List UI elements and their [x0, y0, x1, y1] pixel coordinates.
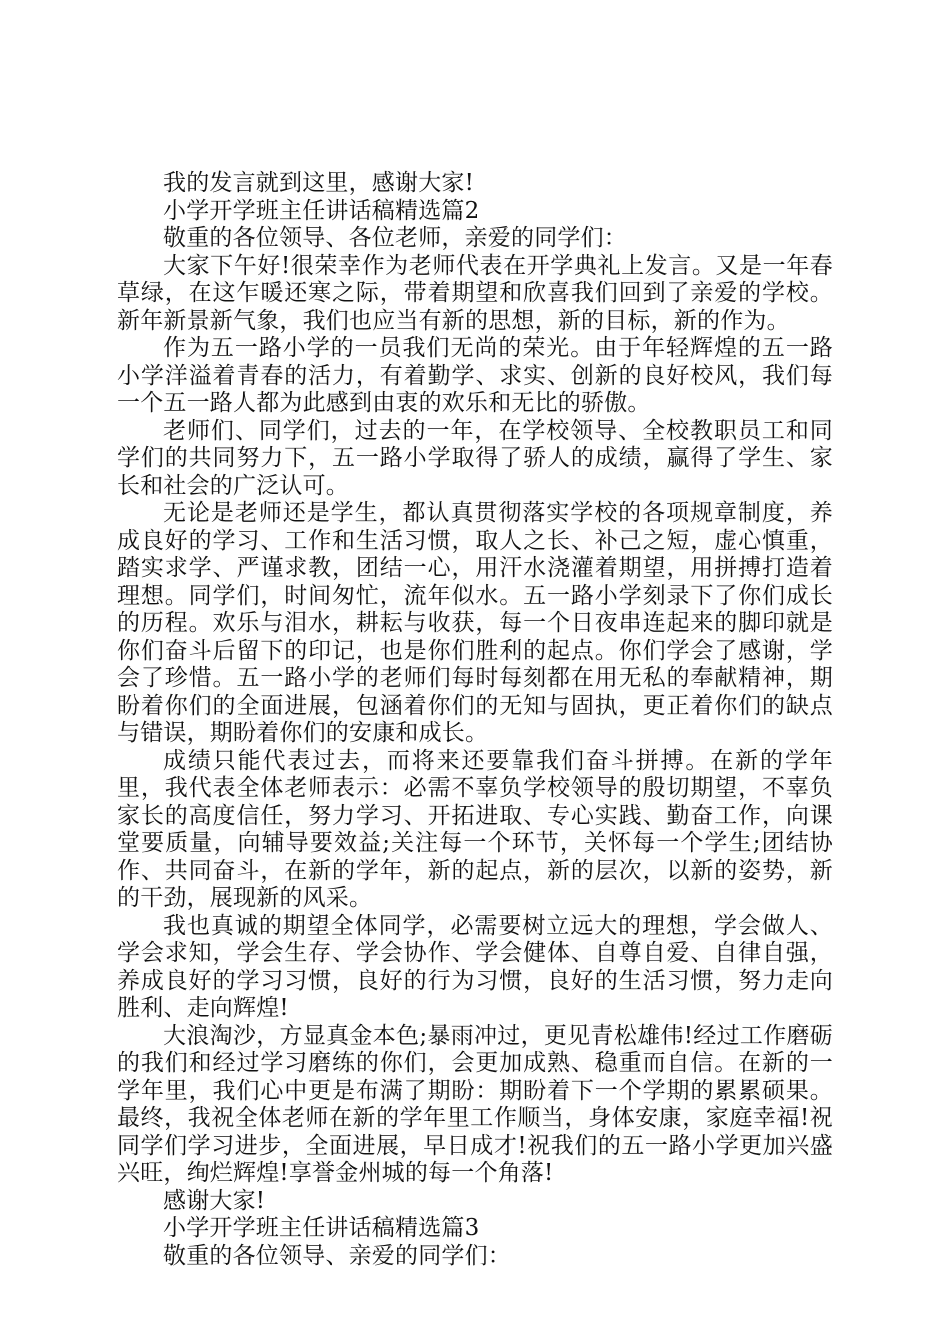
thanks-line: 感谢大家! [163, 1187, 266, 1214]
document-body [117, 170, 833, 1270]
paragraph: 大家下午好!很荣幸作为老师代表在开学典礼上发言。又是一年春草绿，在这乍暖还寒之际，带着期望和欣喜我们回到了亲爱的学校。新年新景新气象，我们也应当有新的思想，新的目标，新的作为。 [117, 252, 833, 334]
paragraph: 无论是老师还是学生，都认真贯彻落实学校的各项规章制度，养成良好的学习、工作和生活习惯，取人之长、补己之短，虚心慎重，踏实求学、严谨求教，团结一心，用汗水浇灌着期望，用拼搏打造着理想。同学们，时间匆忙，流年似水。五一路小学刻录下了你们成长的历程。欢乐与泪水，耕耘与收获，每一个日夜串连起来的脚印就是你们奋斗后留下的印记，也是你们胜利的起点。你们学会了感谢，学会了珍惜。五一路小学的老师们每时每刻都在用无私的奉献精神，期盼着你们的全面进展，包涵着你们的无知与固执，更正着你们的缺点与错误，期盼着你们的安康和成长。 [117, 500, 833, 746]
paragraph: 作为五一路小学的一员我们无尚的荣光。由于年轻辉煌的五一路小学洋溢着青春的活力，有着勤学、求实、创新的良好校风，我们每一个五一路人都为此感到由衷的欢乐和无比的骄傲。 [117, 335, 833, 416]
closing-line: 我的发言就到这里，感谢大家! [163, 170, 475, 196]
paragraph: 我也真诚的期望全体同学，必需要树立远大的理想，学会做人、学会求知，学会生存、学会协作、学会健体、自尊自爱、自律自强，养成良好的学习习惯，良好的行为习惯，良好的生活习惯，努力走向胜利、走向辉煌! [117, 912, 833, 1021]
section-title-3: 小学开学班主任讲话稿精选篇3 [163, 1215, 480, 1241]
paragraph: 大浪淘沙，方显真金本色;暴雨冲过，更见青松雄伟!经过工作磨砺的我们和经过学习磨练的你们，会更加成熟、稳重而自信。在新的一学年里，我们心中更是布满了期盼：期盼着下一个学期的累累硕果。最终，我祝全体老师在新的学年里工作顺当，身体安康，家庭幸福!祝同学们学习进步，全面进展，早日成才!祝我们的五一路小学更加兴盛兴旺，绚烂辉煌!享誉金州城的每一个角落! [117, 1022, 833, 1186]
section-title-2: 小学开学班主任讲话稿精选篇2 [163, 197, 480, 224]
salutation: 敬重的各位领导、亲爱的同学们： [163, 1242, 511, 1269]
paragraph: 成绩只能代表过去，而将来还要靠我们奋斗拼搏。在新的学年里，我代表全体老师表示：必需不辜负学校领导的殷切期望，不辜负家长的高度信任，努力学习、开拓进取、专心实践、勤奋工作，向课堂要质量，向辅导要效益;关注每一个环节，关怀每一个学生;团结协作、共同奋斗，在新的学年，新的起点，新的层次，以新的姿势，新的干劲，展现新的风采。 [117, 747, 833, 911]
salutation: 敬重的各位领导、各位老师，亲爱的同学们： [163, 225, 627, 251]
paragraph: 老师们、同学们，过去的一年，在学校领导、全校教职员工和同学们的共同努力下，五一路小学取得了骄人的成绩，赢得了学生、家长和社会的广泛认可。 [117, 417, 833, 499]
